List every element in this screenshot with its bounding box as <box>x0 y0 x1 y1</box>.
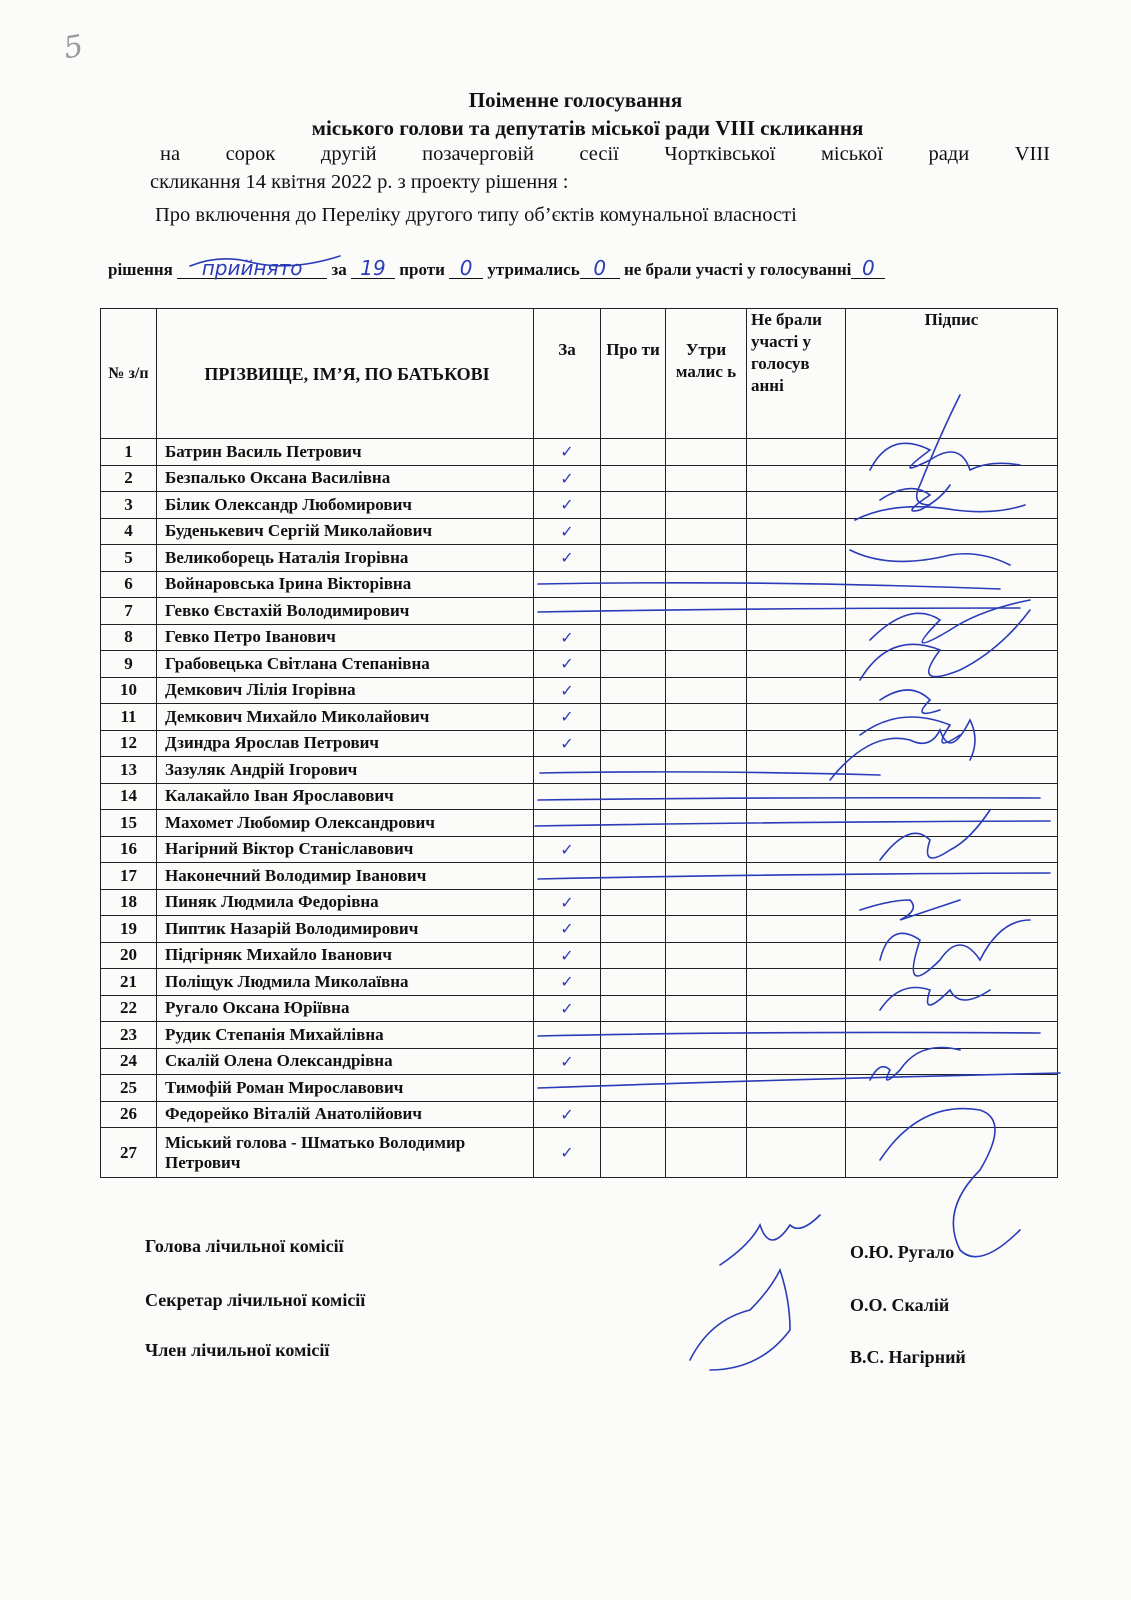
row-against-cell <box>601 677 666 704</box>
row-number: 23 <box>101 1022 157 1049</box>
row-name: Великоборець Наталія Ігорівна <box>157 545 534 572</box>
row-abstain-cell <box>666 492 747 519</box>
table-row <box>101 757 1058 784</box>
row-signature-cell <box>846 1128 1058 1178</box>
row-against-cell <box>601 836 666 863</box>
chair-label: Голова лічильної комісії <box>145 1236 344 1256</box>
secretary-name: О.О. Скалій <box>850 1295 950 1315</box>
row-name: Гевко Євстахій Володимирович <box>157 598 534 625</box>
row-signature-cell <box>846 810 1058 837</box>
row-abstain-cell <box>666 1048 747 1075</box>
row-name: Батрин Василь Петрович <box>157 439 534 466</box>
roll-call-table <box>100 308 1058 1178</box>
row-against-cell <box>601 810 666 837</box>
row-for-mark: ✓ <box>534 916 601 943</box>
table-row <box>101 783 1058 810</box>
table-row <box>101 492 1058 519</box>
row-number: 11 <box>101 704 157 731</box>
row-name: Скалій Олена Олександрівна <box>157 1048 534 1075</box>
table-row <box>101 677 1058 704</box>
row-signature-cell <box>846 465 1058 492</box>
row-for-mark: ✓ <box>534 677 601 704</box>
row-signature-cell <box>846 1022 1058 1049</box>
row-against-cell <box>601 518 666 545</box>
row-for-mark: ✓ <box>534 624 601 651</box>
row-abstain-cell <box>666 995 747 1022</box>
row-number: 2 <box>101 465 157 492</box>
row-for-mark: ✓ <box>534 439 601 466</box>
row-abstain-cell <box>666 810 747 837</box>
row-not-voted-cell <box>747 571 846 598</box>
member-name: В.С. Нагірний <box>850 1347 966 1367</box>
header-abstain: Утри малис ь <box>666 309 747 439</box>
table-row <box>101 889 1058 916</box>
row-signature-cell <box>846 969 1058 996</box>
signature-chair-icon <box>720 1215 820 1265</box>
row-not-voted-cell <box>747 651 846 678</box>
row-name: Гевко Петро Іванович <box>157 624 534 651</box>
row-for-mark: ✓ <box>534 651 601 678</box>
row-abstain-cell <box>666 439 747 466</box>
row-not-voted-cell <box>747 995 846 1022</box>
row-for-mark <box>534 783 601 810</box>
decision-label: рішення <box>108 260 173 279</box>
row-name: Федорейко Віталій Анатолійович <box>157 1101 534 1128</box>
row-abstain-cell <box>666 863 747 890</box>
header-signature: Підпис <box>846 309 1058 439</box>
row-against-cell <box>601 704 666 731</box>
row-against-cell <box>601 916 666 943</box>
row-number: 6 <box>101 571 157 598</box>
session-line-1: на сорок другій позачерговій сесії Чортківської міської ради VIII <box>160 143 1050 165</box>
row-signature-cell <box>846 836 1058 863</box>
abstain-label: утримались <box>487 260 580 279</box>
row-signature-cell <box>846 995 1058 1022</box>
row-not-voted-cell <box>747 1128 846 1178</box>
row-signature-cell <box>846 518 1058 545</box>
row-not-voted-cell <box>747 810 846 837</box>
table-row <box>101 598 1058 625</box>
row-number: 19 <box>101 916 157 943</box>
decision-line <box>108 258 885 280</box>
row-number: 5 <box>101 545 157 572</box>
row-against-cell <box>601 1101 666 1128</box>
table-row <box>101 1101 1058 1128</box>
row-not-voted-cell <box>747 1048 846 1075</box>
row-signature-cell <box>846 439 1058 466</box>
row-name: Підгірняк Михайло Іванович <box>157 942 534 969</box>
row-signature-cell <box>846 651 1058 678</box>
row-abstain-cell <box>666 916 747 943</box>
not-voted-label: не брали участі у голосуванні <box>623 260 852 279</box>
row-number: 25 <box>101 1075 157 1102</box>
row-abstain-cell <box>666 677 747 704</box>
row-abstain-cell <box>666 598 747 625</box>
table-row <box>101 916 1058 943</box>
row-for-mark <box>534 810 601 837</box>
row-name: Міський голова - Шматько Володимир Петрович <box>157 1128 534 1178</box>
row-not-voted-cell <box>747 704 846 731</box>
row-not-voted-cell <box>747 916 846 943</box>
row-number: 8 <box>101 624 157 651</box>
row-not-voted-cell <box>747 1075 846 1102</box>
table-row <box>101 571 1058 598</box>
row-against-cell <box>601 1048 666 1075</box>
row-number: 9 <box>101 651 157 678</box>
row-against-cell <box>601 651 666 678</box>
row-abstain-cell <box>666 757 747 784</box>
row-not-voted-cell <box>747 730 846 757</box>
row-abstain-cell <box>666 704 747 731</box>
table-row <box>101 439 1058 466</box>
row-name: Безпалько Оксана Василівна <box>157 465 534 492</box>
against-count: 0 <box>449 258 483 279</box>
row-signature-cell <box>846 545 1058 572</box>
row-not-voted-cell <box>747 624 846 651</box>
row-for-mark: ✓ <box>534 836 601 863</box>
row-number: 16 <box>101 836 157 863</box>
row-number: 4 <box>101 518 157 545</box>
row-against-cell <box>601 863 666 890</box>
row-for-mark <box>534 757 601 784</box>
row-against-cell <box>601 995 666 1022</box>
row-for-mark: ✓ <box>534 942 601 969</box>
decision-value: прийнято <box>177 258 327 279</box>
row-name: Грабовецька Світлана Степанівна <box>157 651 534 678</box>
row-signature-cell <box>846 1101 1058 1128</box>
row-number: 24 <box>101 1048 157 1075</box>
row-number: 3 <box>101 492 157 519</box>
page-number: 5 <box>61 28 86 67</box>
header-num: № з/п <box>101 309 157 439</box>
secretary-label: Секретар лічильної комісії <box>145 1290 366 1310</box>
member-label: Член лічильної комісії <box>145 1340 330 1360</box>
table-row <box>101 624 1058 651</box>
row-against-cell <box>601 545 666 572</box>
row-abstain-cell <box>666 624 747 651</box>
row-name: Войнаровська Ірина Вікторівна <box>157 571 534 598</box>
table-row <box>101 863 1058 890</box>
row-signature-cell <box>846 677 1058 704</box>
row-signature-cell <box>846 730 1058 757</box>
table-row <box>101 518 1058 545</box>
row-against-cell <box>601 1128 666 1178</box>
row-signature-cell <box>846 624 1058 651</box>
row-signature-cell <box>846 1048 1058 1075</box>
row-for-mark <box>534 571 601 598</box>
row-name: Пиняк Людмила Федорівна <box>157 889 534 916</box>
row-against-cell <box>601 889 666 916</box>
row-abstain-cell <box>666 651 747 678</box>
row-for-mark: ✓ <box>534 1128 601 1178</box>
row-against-cell <box>601 757 666 784</box>
document-subtitle: міського голови та депутатів міської ради VIII скликання <box>311 116 864 140</box>
row-number: 27 <box>101 1128 157 1178</box>
for-label: за <box>331 260 347 279</box>
table-row <box>101 465 1058 492</box>
row-name: Калакайло Іван Ярославович <box>157 783 534 810</box>
row-not-voted-cell <box>747 598 846 625</box>
row-name: Нагірний Віктор Станіславович <box>157 836 534 863</box>
row-number: 20 <box>101 942 157 969</box>
row-signature-cell <box>846 863 1058 890</box>
for-count: 19 <box>351 258 395 279</box>
row-for-mark: ✓ <box>534 1101 601 1128</box>
row-number: 7 <box>101 598 157 625</box>
row-number: 13 <box>101 757 157 784</box>
table-row <box>101 810 1058 837</box>
row-not-voted-cell <box>747 545 846 572</box>
row-number: 10 <box>101 677 157 704</box>
chair-name: О.Ю. Ругало <box>850 1242 955 1262</box>
row-for-mark <box>534 863 601 890</box>
table-row <box>101 1022 1058 1049</box>
row-name: Буденькевич Сергій Миколайович <box>157 518 534 545</box>
row-signature-cell <box>846 571 1058 598</box>
row-number: 12 <box>101 730 157 757</box>
row-not-voted-cell <box>747 942 846 969</box>
row-number: 22 <box>101 995 157 1022</box>
row-not-voted-cell <box>747 518 846 545</box>
row-not-voted-cell <box>747 863 846 890</box>
row-against-cell <box>601 1022 666 1049</box>
row-for-mark: ✓ <box>534 1048 601 1075</box>
row-number: 17 <box>101 863 157 890</box>
row-number: 18 <box>101 889 157 916</box>
row-name: Наконечний Володимир Іванович <box>157 863 534 890</box>
table-row <box>101 1048 1058 1075</box>
table-row <box>101 704 1058 731</box>
row-against-cell <box>601 1075 666 1102</box>
table-row <box>101 836 1058 863</box>
row-against-cell <box>601 624 666 651</box>
row-abstain-cell <box>666 942 747 969</box>
row-abstain-cell <box>666 836 747 863</box>
session-line-2: скликання 14 квітня 2022 р. з проекту рішення : <box>150 171 569 193</box>
project-title: Про включення до Переліку другого типу об’єктів комунальної власності <box>155 204 797 226</box>
row-signature-cell <box>846 783 1058 810</box>
row-signature-cell <box>846 916 1058 943</box>
row-signature-cell <box>846 889 1058 916</box>
row-name: Дзиндра Ярослав Петрович <box>157 730 534 757</box>
row-name: Поліщук Людмила Миколаївна <box>157 969 534 996</box>
row-name: Демкович Михайло Миколайович <box>157 704 534 731</box>
row-against-cell <box>601 571 666 598</box>
row-abstain-cell <box>666 783 747 810</box>
row-signature-cell <box>846 942 1058 969</box>
table-row <box>101 995 1058 1022</box>
row-against-cell <box>601 465 666 492</box>
row-signature-cell <box>846 757 1058 784</box>
row-against-cell <box>601 439 666 466</box>
row-abstain-cell <box>666 889 747 916</box>
signature-secretary-icon <box>690 1270 790 1370</box>
row-for-mark: ✓ <box>534 704 601 731</box>
row-number: 14 <box>101 783 157 810</box>
row-not-voted-cell <box>747 492 846 519</box>
row-name: Махомет Любомир Олександрович <box>157 810 534 837</box>
row-number: 15 <box>101 810 157 837</box>
row-abstain-cell <box>666 969 747 996</box>
against-label: проти <box>399 260 445 279</box>
row-number: 21 <box>101 969 157 996</box>
row-against-cell <box>601 598 666 625</box>
document-title: Поіменне голосування <box>468 88 683 112</box>
row-not-voted-cell <box>747 783 846 810</box>
table-row <box>101 730 1058 757</box>
row-abstain-cell <box>666 1101 747 1128</box>
row-not-voted-cell <box>747 465 846 492</box>
table-row <box>101 651 1058 678</box>
row-for-mark <box>534 1075 601 1102</box>
not-voted-count: 0 <box>851 258 885 279</box>
row-abstain-cell <box>666 518 747 545</box>
row-name: Рудик Степанія Михайлівна <box>157 1022 534 1049</box>
table-row <box>101 1075 1058 1102</box>
row-name: Ругало Оксана Юріївна <box>157 995 534 1022</box>
row-abstain-cell <box>666 1128 747 1178</box>
row-abstain-cell <box>666 1022 747 1049</box>
row-not-voted-cell <box>747 439 846 466</box>
table-row <box>101 969 1058 996</box>
table-row <box>101 942 1058 969</box>
row-for-mark: ✓ <box>534 995 601 1022</box>
row-for-mark: ✓ <box>534 730 601 757</box>
row-not-voted-cell <box>747 757 846 784</box>
row-name: Зазуляк Андрій Ігорович <box>157 757 534 784</box>
row-abstain-cell <box>666 730 747 757</box>
row-signature-cell <box>846 598 1058 625</box>
abstain-count: 0 <box>580 258 620 279</box>
header-against: Про ти <box>601 309 666 439</box>
row-signature-cell <box>846 492 1058 519</box>
row-not-voted-cell <box>747 836 846 863</box>
row-name: Пиптик Назарій Володимирович <box>157 916 534 943</box>
row-for-mark <box>534 1022 601 1049</box>
row-against-cell <box>601 730 666 757</box>
row-against-cell <box>601 969 666 996</box>
table-row <box>101 545 1058 572</box>
header-for: За <box>534 309 601 439</box>
row-for-mark: ✓ <box>534 518 601 545</box>
row-not-voted-cell <box>747 969 846 996</box>
row-not-voted-cell <box>747 677 846 704</box>
row-for-mark: ✓ <box>534 545 601 572</box>
row-not-voted-cell <box>747 1101 846 1128</box>
row-abstain-cell <box>666 545 747 572</box>
row-for-mark: ✓ <box>534 492 601 519</box>
row-abstain-cell <box>666 1075 747 1102</box>
row-against-cell <box>601 492 666 519</box>
row-not-voted-cell <box>747 1022 846 1049</box>
header-name: ПРІЗВИЩЕ, ІМ’Я, ПО БАТЬКОВІ <box>157 309 534 439</box>
table-row <box>101 1128 1058 1178</box>
row-not-voted-cell <box>747 889 846 916</box>
row-number: 26 <box>101 1101 157 1128</box>
row-for-mark: ✓ <box>534 969 601 996</box>
row-name: Білик Олександр Любомирович <box>157 492 534 519</box>
row-name: Тимофій Роман Мирославович <box>157 1075 534 1102</box>
row-abstain-cell <box>666 465 747 492</box>
row-name: Демкович Лілія Ігорівна <box>157 677 534 704</box>
table-header-row <box>101 309 1058 439</box>
row-signature-cell <box>846 1075 1058 1102</box>
row-for-mark <box>534 598 601 625</box>
row-for-mark: ✓ <box>534 465 601 492</box>
header-not-voted: Не брали участі у голосув анні <box>747 309 846 439</box>
row-signature-cell <box>846 704 1058 731</box>
row-against-cell <box>601 783 666 810</box>
row-abstain-cell <box>666 571 747 598</box>
row-against-cell <box>601 942 666 969</box>
row-number: 1 <box>101 439 157 466</box>
row-for-mark: ✓ <box>534 889 601 916</box>
